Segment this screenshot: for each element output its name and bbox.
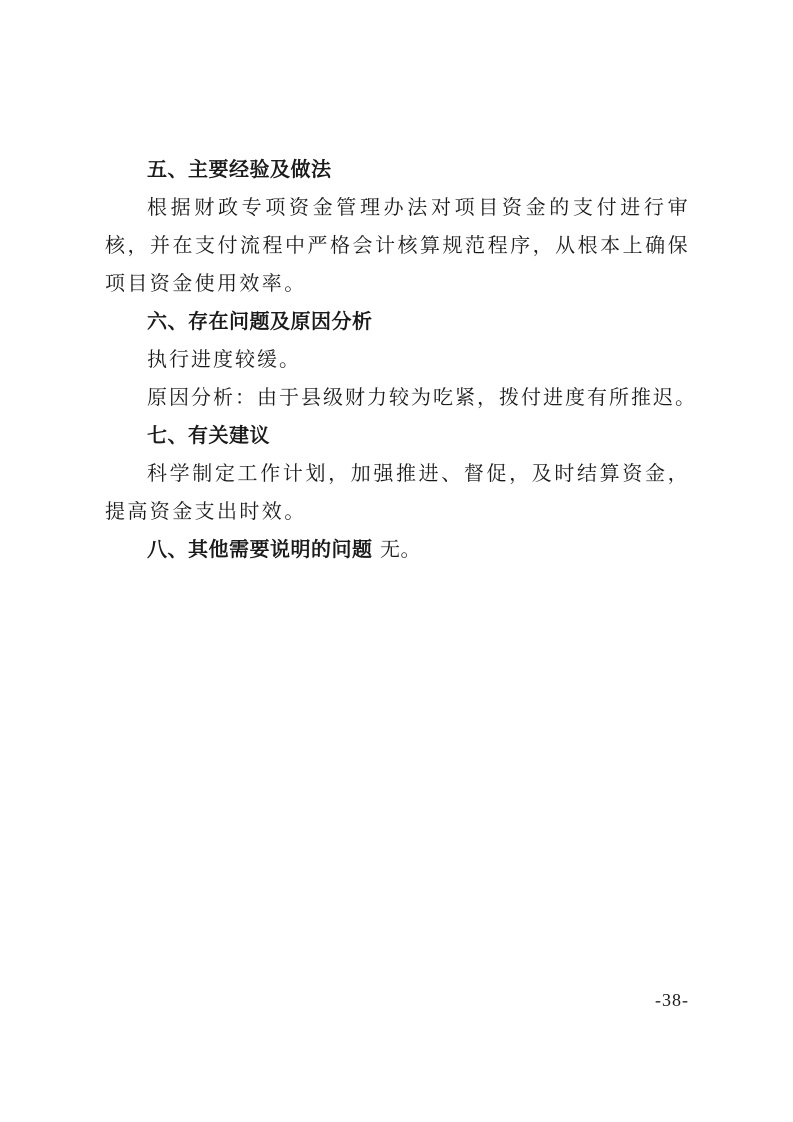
section-heading-problems: 六、存在问题及原因分析 [147, 309, 373, 333]
problem-statement: 执行进度较缓。 [147, 347, 301, 371]
experience-paragraph: 根据财政专项资金管理办法对项目资金的支付进行审核，并在支付流程中严格会计核算规范程序，从根本上确保项目资金使用效率。 [105, 195, 690, 295]
page-number: -38- [655, 990, 689, 1010]
other-answer: 无。 [379, 537, 421, 561]
section-heading-other [105, 530, 690, 568]
section-heading-experience: 五、主要经验及做法 [147, 157, 332, 181]
page-content [105, 150, 697, 568]
section-heading-suggestions: 七、有关建议 [147, 423, 270, 447]
other-heading-text: 八、其他需要说明的问题 [147, 537, 373, 561]
cause-analysis: 原因分析：由于县级财力较为吃紧，拨付进度有所推迟。 [147, 385, 697, 409]
suggestions-paragraph: 科学制定工作计划，加强推进、督促，及时结算资金，提高资金支出时效。 [105, 461, 690, 523]
